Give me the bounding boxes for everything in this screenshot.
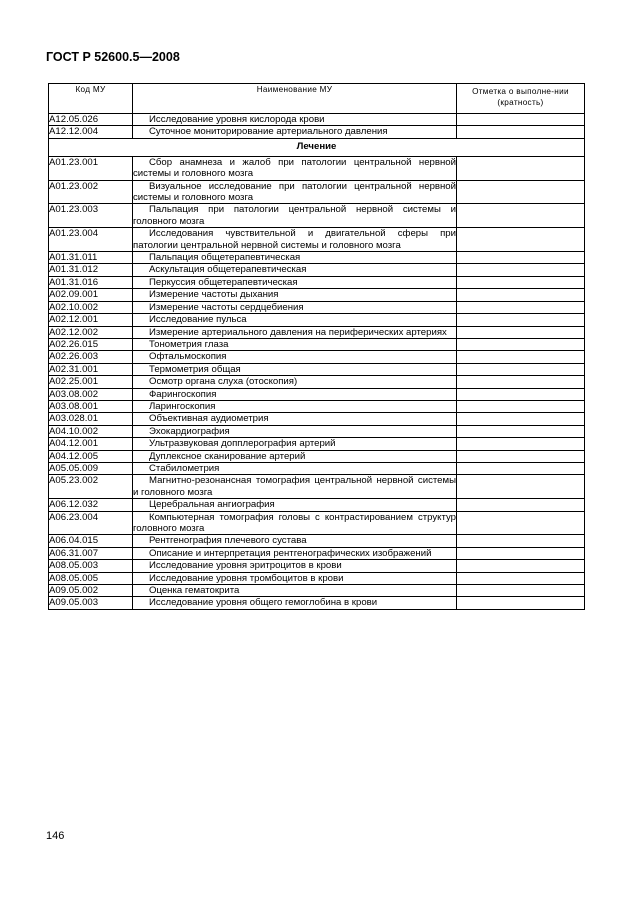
execution-mark-cell xyxy=(457,388,585,400)
service-name: Визуальное исследование при патологии центральной нервной системы и головного мозга xyxy=(133,180,456,204)
service-name: Исследование уровня эритроцитов в крови xyxy=(133,560,457,572)
execution-mark-cell xyxy=(457,560,585,572)
column-header-mark: Отметка о выполне-нии (кратность) xyxy=(457,84,585,114)
service-name: Измерение частоты сердцебиения xyxy=(133,301,457,313)
execution-mark-cell xyxy=(457,276,585,288)
service-code: A04.12.005 xyxy=(49,450,133,462)
service-code: A01.23.002 xyxy=(49,180,133,204)
service-name: Исследование уровня общего гемоглобина в крови xyxy=(133,597,457,609)
service-code: A03.028.01 xyxy=(49,413,133,425)
execution-mark-cell xyxy=(457,425,585,437)
service-name: Магнитно-резонансная томография центральной нервной системы и головного мозга xyxy=(133,475,456,498)
execution-mark-cell xyxy=(457,204,585,228)
service-code: A02.31.001 xyxy=(49,363,133,375)
table-row xyxy=(49,301,585,313)
service-code: A01.23.001 xyxy=(49,156,133,180)
service-code: A02.10.002 xyxy=(49,301,133,313)
service-code: A01.31.011 xyxy=(49,252,133,264)
service-name: Оценка гематокрита xyxy=(133,585,457,597)
service-name: Ультразвуковая допплерография артерий xyxy=(133,438,457,450)
column-header-code: Код МУ xyxy=(49,84,133,114)
table-row xyxy=(49,204,585,228)
section-row xyxy=(49,138,585,156)
service-code: A02.09.001 xyxy=(49,289,133,301)
service-name: Офтальмоскопия xyxy=(133,351,457,363)
table-row xyxy=(49,475,585,499)
service-name: Рентгенография плечевого сустава xyxy=(133,535,457,547)
execution-mark-cell xyxy=(457,547,585,559)
execution-mark-cell xyxy=(457,475,585,499)
page-number: 146 xyxy=(46,830,65,842)
execution-mark-cell xyxy=(457,450,585,462)
execution-mark-cell xyxy=(457,156,585,180)
service-code: A02.12.001 xyxy=(49,314,133,326)
service-name: Эхокардиография xyxy=(133,425,457,437)
table-row xyxy=(49,438,585,450)
execution-mark-cell xyxy=(457,400,585,412)
table-row xyxy=(49,338,585,350)
service-name: Исследования чувствительной и двигательной сферы при патологии центральной нервной системы и головного мозга xyxy=(133,228,456,251)
execution-mark-cell xyxy=(457,351,585,363)
table-row xyxy=(49,585,585,597)
execution-mark-cell xyxy=(457,126,585,138)
service-name: Термометрия общая xyxy=(133,363,457,375)
table-row xyxy=(49,535,585,547)
table-row xyxy=(49,289,585,301)
table-row xyxy=(49,252,585,264)
execution-mark-cell xyxy=(457,228,585,252)
service-code: A06.31.007 xyxy=(49,547,133,559)
medical-services-table xyxy=(48,83,585,610)
table-row xyxy=(49,547,585,559)
service-code: A01.31.012 xyxy=(49,264,133,276)
table-body-after-section xyxy=(49,156,585,609)
service-code: A04.10.002 xyxy=(49,425,133,437)
service-name: Измерение артериального давления на периферических артериях xyxy=(133,326,457,338)
column-header-name: Наименование МУ xyxy=(133,84,457,114)
table-row xyxy=(49,363,585,375)
execution-mark-cell xyxy=(457,438,585,450)
service-name: Фарингоскопия xyxy=(133,388,457,400)
table-header-row xyxy=(49,84,585,114)
execution-mark-cell xyxy=(457,572,585,584)
table-row xyxy=(49,572,585,584)
section-title: Лечение xyxy=(49,138,585,156)
table-row xyxy=(49,126,585,138)
service-name: Дуплексное сканирование артерий xyxy=(133,450,457,462)
service-code: A02.12.002 xyxy=(49,326,133,338)
table-row xyxy=(49,597,585,609)
service-name: Пальпация общетерапевтическая xyxy=(133,252,457,264)
execution-mark-cell xyxy=(457,326,585,338)
service-code: A02.26.003 xyxy=(49,351,133,363)
service-code: A09.05.003 xyxy=(49,597,133,609)
service-code: A06.12.032 xyxy=(49,499,133,511)
table-row xyxy=(49,276,585,288)
service-name: Аскультация общетерапевтическая xyxy=(133,264,457,276)
execution-mark-cell xyxy=(457,289,585,301)
service-name: Исследование уровня кислорода крови xyxy=(133,114,457,126)
service-code: A01.31.016 xyxy=(49,276,133,288)
table-row xyxy=(49,450,585,462)
table-row xyxy=(49,499,585,511)
table-row xyxy=(49,326,585,338)
service-code: A01.23.004 xyxy=(49,228,133,252)
table-row xyxy=(49,264,585,276)
execution-mark-cell xyxy=(457,413,585,425)
service-code: A06.04.015 xyxy=(49,535,133,547)
service-code: A05.05.009 xyxy=(49,462,133,474)
execution-mark-cell xyxy=(457,511,585,535)
table-row xyxy=(49,114,585,126)
execution-mark-cell xyxy=(457,363,585,375)
table-row xyxy=(49,400,585,412)
table-row xyxy=(49,388,585,400)
service-code: A12.05.026 xyxy=(49,114,133,126)
service-name: Исследование уровня тромбоцитов в крови xyxy=(133,572,457,584)
execution-mark-cell xyxy=(457,114,585,126)
service-name: Описание и интерпретация рентгенографических изображений xyxy=(133,547,457,559)
execution-mark-cell xyxy=(457,535,585,547)
table-body-before-section xyxy=(49,114,585,139)
service-name: Тонометрия глаза xyxy=(133,338,457,350)
execution-mark-cell xyxy=(457,180,585,204)
service-code: A05.23.002 xyxy=(49,475,133,499)
service-code: A02.25.001 xyxy=(49,376,133,388)
service-name: Измерение частоты дыхания xyxy=(133,289,457,301)
table-row xyxy=(49,462,585,474)
table-row xyxy=(49,425,585,437)
service-code: A08.05.003 xyxy=(49,560,133,572)
service-name: Объективная аудиометрия xyxy=(133,413,457,425)
execution-mark-cell xyxy=(457,314,585,326)
execution-mark-cell xyxy=(457,301,585,313)
service-name: Суточное мониторирование артериального давления xyxy=(133,126,457,138)
service-code: A03.08.002 xyxy=(49,388,133,400)
table-row xyxy=(49,180,585,204)
service-name: Пальпация при патологии центральной нервной системы и головного мозга xyxy=(133,204,456,227)
execution-mark-cell xyxy=(457,338,585,350)
table-row xyxy=(49,413,585,425)
service-code: A01.23.003 xyxy=(49,204,133,228)
table-row xyxy=(49,560,585,572)
document-header: ГОСТ Р 52600.5—2008 xyxy=(46,50,180,64)
service-name: Стабилометрия xyxy=(133,462,457,474)
table-row xyxy=(49,511,585,535)
execution-mark-cell xyxy=(457,462,585,474)
execution-mark-cell xyxy=(457,597,585,609)
table-row xyxy=(49,314,585,326)
execution-mark-cell xyxy=(457,376,585,388)
execution-mark-cell xyxy=(457,585,585,597)
service-name: Перкуссия общетерапевтическая xyxy=(133,276,457,288)
service-code: A12.12.004 xyxy=(49,126,133,138)
service-name: Церебральная ангиография xyxy=(133,499,457,511)
table-row xyxy=(49,376,585,388)
service-code: A09.05.002 xyxy=(49,585,133,597)
service-name: Ларингоскопия xyxy=(133,400,457,412)
service-code: A03.08.001 xyxy=(49,400,133,412)
table-row xyxy=(49,156,585,180)
table-row xyxy=(49,351,585,363)
service-code: A04.12.001 xyxy=(49,438,133,450)
service-name: Сбор анамнеза и жалоб при патологии центральной нервной системы и головного мозга xyxy=(133,156,456,180)
service-name: Компьютерная томография головы с контрастированием структур головного мозга xyxy=(133,511,456,534)
service-code: A06.23.004 xyxy=(49,511,133,535)
execution-mark-cell xyxy=(457,499,585,511)
service-code: A08.05.005 xyxy=(49,572,133,584)
execution-mark-cell xyxy=(457,264,585,276)
execution-mark-cell xyxy=(457,252,585,264)
service-name: Исследование пульса xyxy=(133,314,457,326)
table-row xyxy=(49,228,585,252)
service-code: A02.26.015 xyxy=(49,338,133,350)
service-name: Осмотр органа слуха (отоскопия) xyxy=(133,376,457,388)
